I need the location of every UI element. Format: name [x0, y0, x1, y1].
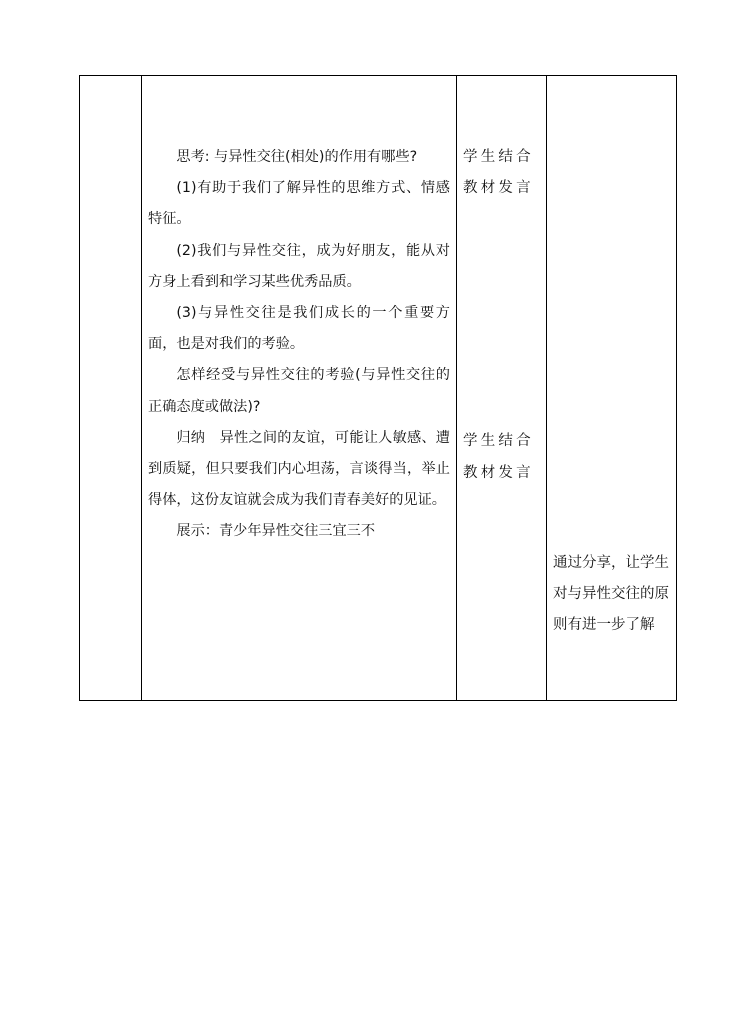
teaching-content: [142, 76, 456, 548]
student-activity-text: 学生结合教材发言: [463, 433, 534, 481]
design-intent-text: 通过分享，让学生对与异性交往的原则有进一步了解: [553, 555, 669, 634]
test-question: 怎样经受与异性交往的考验(与异性交往的正确态度或做法)?: [148, 367, 450, 415]
think-question: 思考: 与异性交往(相处)的作用有哪些?: [176, 149, 418, 165]
point-2: (2)我们与异性交往，成为好朋友，能从对方身上看到和学习某些优秀品质。: [148, 242, 450, 290]
point-3: (3)与异性交往是我们成长的一个重要方面，也是对我们的考验。: [148, 305, 450, 353]
student-activity-cell: [457, 76, 547, 701]
lesson-plan-table: [79, 75, 677, 701]
summary: 归纳 异性之间的友谊，可能让人敏感、遭到质疑，但只要我们内心坦荡，言谈得当，举止得体，这份友谊就会成为我们青春美好的见证。: [148, 429, 450, 509]
display-item: 展示：青少年异性交往三宜三不: [176, 523, 376, 540]
teaching-content-cell: [142, 76, 457, 701]
student-activity-text: 学生结合教材发言: [463, 149, 534, 197]
table-row: [80, 76, 677, 701]
point-1: (1)有助于我们了解异性的思维方式、情感特征。: [148, 180, 450, 228]
design-intent-cell: [547, 76, 677, 701]
stage-cell: [80, 76, 142, 701]
